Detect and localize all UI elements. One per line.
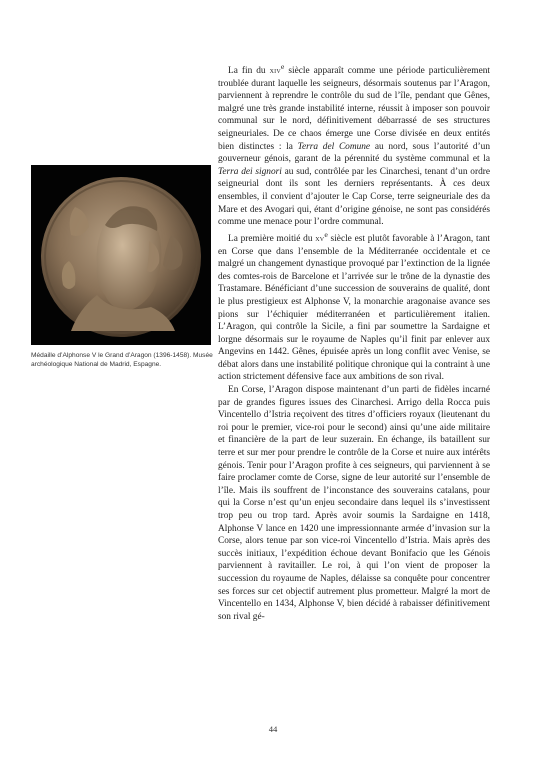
century-numeral: xiv (269, 65, 281, 76)
text-run: La fin du (228, 66, 270, 77)
century-numeral: xv (315, 232, 325, 243)
italic-term: Terra del Comune (297, 141, 371, 152)
paragraph (218, 384, 490, 623)
figure-caption: Médaille d’Alphonse V le Grand d’Aragon (1396-1458). Musée archéologique National de Madrid, Espagne. (31, 352, 213, 368)
italic-term: Terra dei signori (218, 166, 282, 177)
medal-photo (31, 165, 211, 345)
page-number: 44 (268, 724, 278, 734)
text-run: En Corse, l’Aragon dispose maintenant d’un parti de fidèles incarné par de grandes figures issues des Cinarchesi. Arrigo della Rocca puis Vincentello d’Istria reçoivent des titres d’officiers royaux (lieutenant du roi pour le premier, vice-roi pour le second) ainsi qu’une aide militaire et financière de la part de leur suzerain. En échange, ils bataillent sur terre et sur mer pour prendre le contrôle de la Corse et nuire aux intérêts génois. Tenir pour l’Aragon profite à ces seigneurs, qui parviennent à se faire proclamer comte de Corse, signe de leur autorité sur l’ensemble de l’île. Mais ils souffrent de l’inconstance des souverains catalans, pour qui la Corse n’est qu’un enjeu secondaire dans lequel ils s’investissent trop peu ou trop tard. Après avoir soumis la Sardaigne en 1418, Alphonse V lance en 1420 une impressionnante armée d’invasion sur la Corse, alors tenue par son vice-roi Vincentello d’Istria. Mais après des succès initiaux, l’expédition échoue devant Bonifacio que les Génois parviennent à ravitailler. Le roi, à qui l’on vient de proposer la succession du royaume de Naples, délaisse sa conquête pour concentrer ses forces sur cet objectif autrement plus prometteur. Malgré la mort de Vincentello en 1434, Alphonse V, bien décidé à rabaisser définitivement son rival gé- (218, 385, 490, 622)
superscript: e (324, 229, 328, 239)
superscript: e (280, 62, 285, 71)
text-run: au sud, contrôlée par les Cinarchesi, tenant d’un ordre seigneurial dont ils sont les derniers représentants. À ces deux ensembles, il convient d’ajouter le Cap Corse, terre seigneuriale des da Mare et des Avogari qui, étant d’origine génoise, ne sont pas considérés comme une menace pour l’ordre communal. (218, 166, 490, 228)
paragraph (218, 229, 490, 384)
text-run: siècle apparaît comme une période particulièrement troublée durant laquelle les seigneurs, désormais soutenus par l’Aragon, parviennent à reprendre le contrôle du sud de l’île, pendant que Gênes, malgré une très grande instabilité interne, réussit à imposer son pouvoir communal sur le nord, définitivement débarrassé de ses structures seigneuriales. De ce chaos émerge une Corse divisée en deux entités bien distinctes : la (218, 66, 490, 152)
medal-image (31, 165, 211, 345)
paragraph (218, 61, 490, 229)
text-run: siècle est plutôt favorable à l’Aragon, tant en Corse que dans l’ensemble de la Méditerranée occidentale et ce malgré un changement dynastique provoqué par l’extinction de la lignée des comtes-rois de Barcelone et l’arrivée sur le trône de la dynastie des Trastamare. Bénéficiant d’une succession de souverains de qualité, dont le plus prestigieux est Alphonse V, la monarchie aragonaise avance ses pions sur l’échiquier méditerranéen et particulièrement italien. L’Aragon, qui contrôle la Sicile, a fini par soumettre la Sardaigne et lorgne désormais sur le royaume de Naples qu’il finit par enlever aux Angevins en 1442. Gênes, épuisée après un long conflit avec Venise, se débat alors dans une instabilité politique chronique qui la contraint à une action strictement défensive face aux ambitions de son rival. (218, 233, 490, 383)
text-run: La première moitié du (228, 233, 316, 244)
body-text (218, 61, 490, 623)
text-run: au nord, sous l’autorité d’un gouverneur génois, garant de la pérennité du système communal et la (218, 141, 490, 165)
